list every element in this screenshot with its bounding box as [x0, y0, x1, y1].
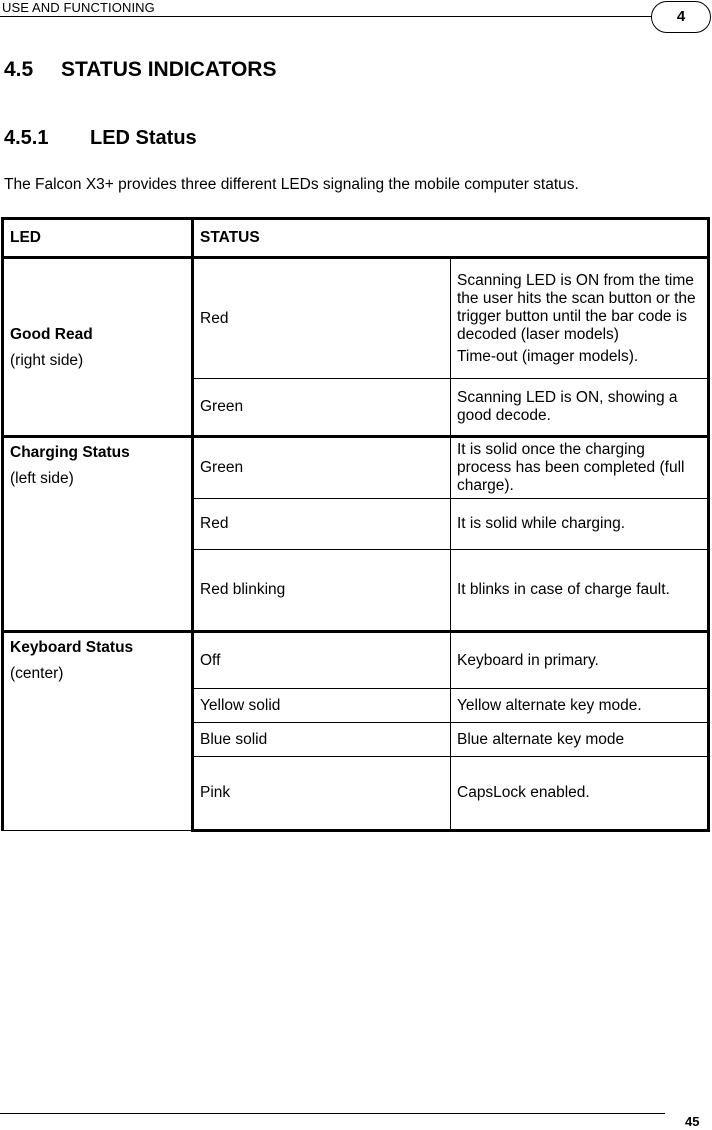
subsection-heading — [4, 127, 197, 150]
group-location: (left side) — [10, 470, 74, 487]
description-extra: Time-out (imager models). — [457, 347, 639, 365]
led-color: Red blinking — [193, 550, 451, 632]
header-led: LED — [3, 219, 193, 258]
subsection-number: 4.5.1 — [4, 127, 49, 149]
header-status: STATUS — [193, 219, 709, 258]
led-description: Blue alternate key mode — [451, 723, 709, 757]
led-description: CapsLock enabled. — [451, 757, 709, 831]
footer-rule — [0, 1113, 665, 1114]
table-header-row — [3, 219, 709, 258]
group-location: (right side) — [10, 352, 84, 369]
led-description: Yellow alternate key mode. — [451, 689, 709, 723]
led-description — [451, 258, 709, 379]
led-color: Off — [193, 632, 451, 689]
chapter-badge: 4 — [651, 1, 711, 33]
group-cell-keyboard-status — [3, 632, 193, 831]
running-header: USE AND FUNCTIONING — [2, 0, 155, 15]
group-name: Keyboard Status — [10, 639, 134, 656]
section-heading — [4, 58, 276, 82]
led-color: Pink — [193, 757, 451, 831]
page-number: 45 — [685, 1114, 700, 1129]
led-color: Red — [193, 499, 451, 550]
description-text: Scanning LED is ON from the time the user hits the scan button or the trigger button until the bar code is decoded (laser models) — [457, 271, 696, 343]
group-cell-charging-status — [3, 437, 193, 632]
subsection-title: LED Status — [90, 127, 197, 149]
led-color: Yellow solid — [193, 689, 451, 723]
led-description: Scanning LED is ON, showing a good decode. — [451, 379, 709, 437]
led-color: Blue solid — [193, 723, 451, 757]
led-color: Green — [193, 379, 451, 437]
header-rule — [0, 16, 660, 17]
led-description: It blinks in case of charge fault. — [451, 550, 709, 632]
led-description: It is solid while charging. — [451, 499, 709, 550]
intro-paragraph: The Falcon X3+ provides three different LEDs signaling the mobile computer status. — [4, 176, 579, 193]
section-title: STATUS INDICATORS — [61, 58, 277, 81]
led-color: Red — [193, 258, 451, 379]
group-location: (center) — [10, 665, 64, 682]
section-number: 4.5 — [4, 58, 34, 81]
table-row — [3, 258, 709, 379]
table-row — [3, 632, 709, 689]
group-name: Charging Status — [10, 444, 130, 461]
led-description: Keyboard in primary. — [451, 632, 709, 689]
table-row — [3, 437, 709, 499]
led-color: Green — [193, 437, 451, 499]
led-status-table — [1, 217, 710, 832]
group-name: Good Read — [10, 326, 93, 343]
led-description: It is solid once the charging process has been completed (full charge). — [451, 437, 709, 499]
group-cell-good-read — [3, 258, 193, 437]
